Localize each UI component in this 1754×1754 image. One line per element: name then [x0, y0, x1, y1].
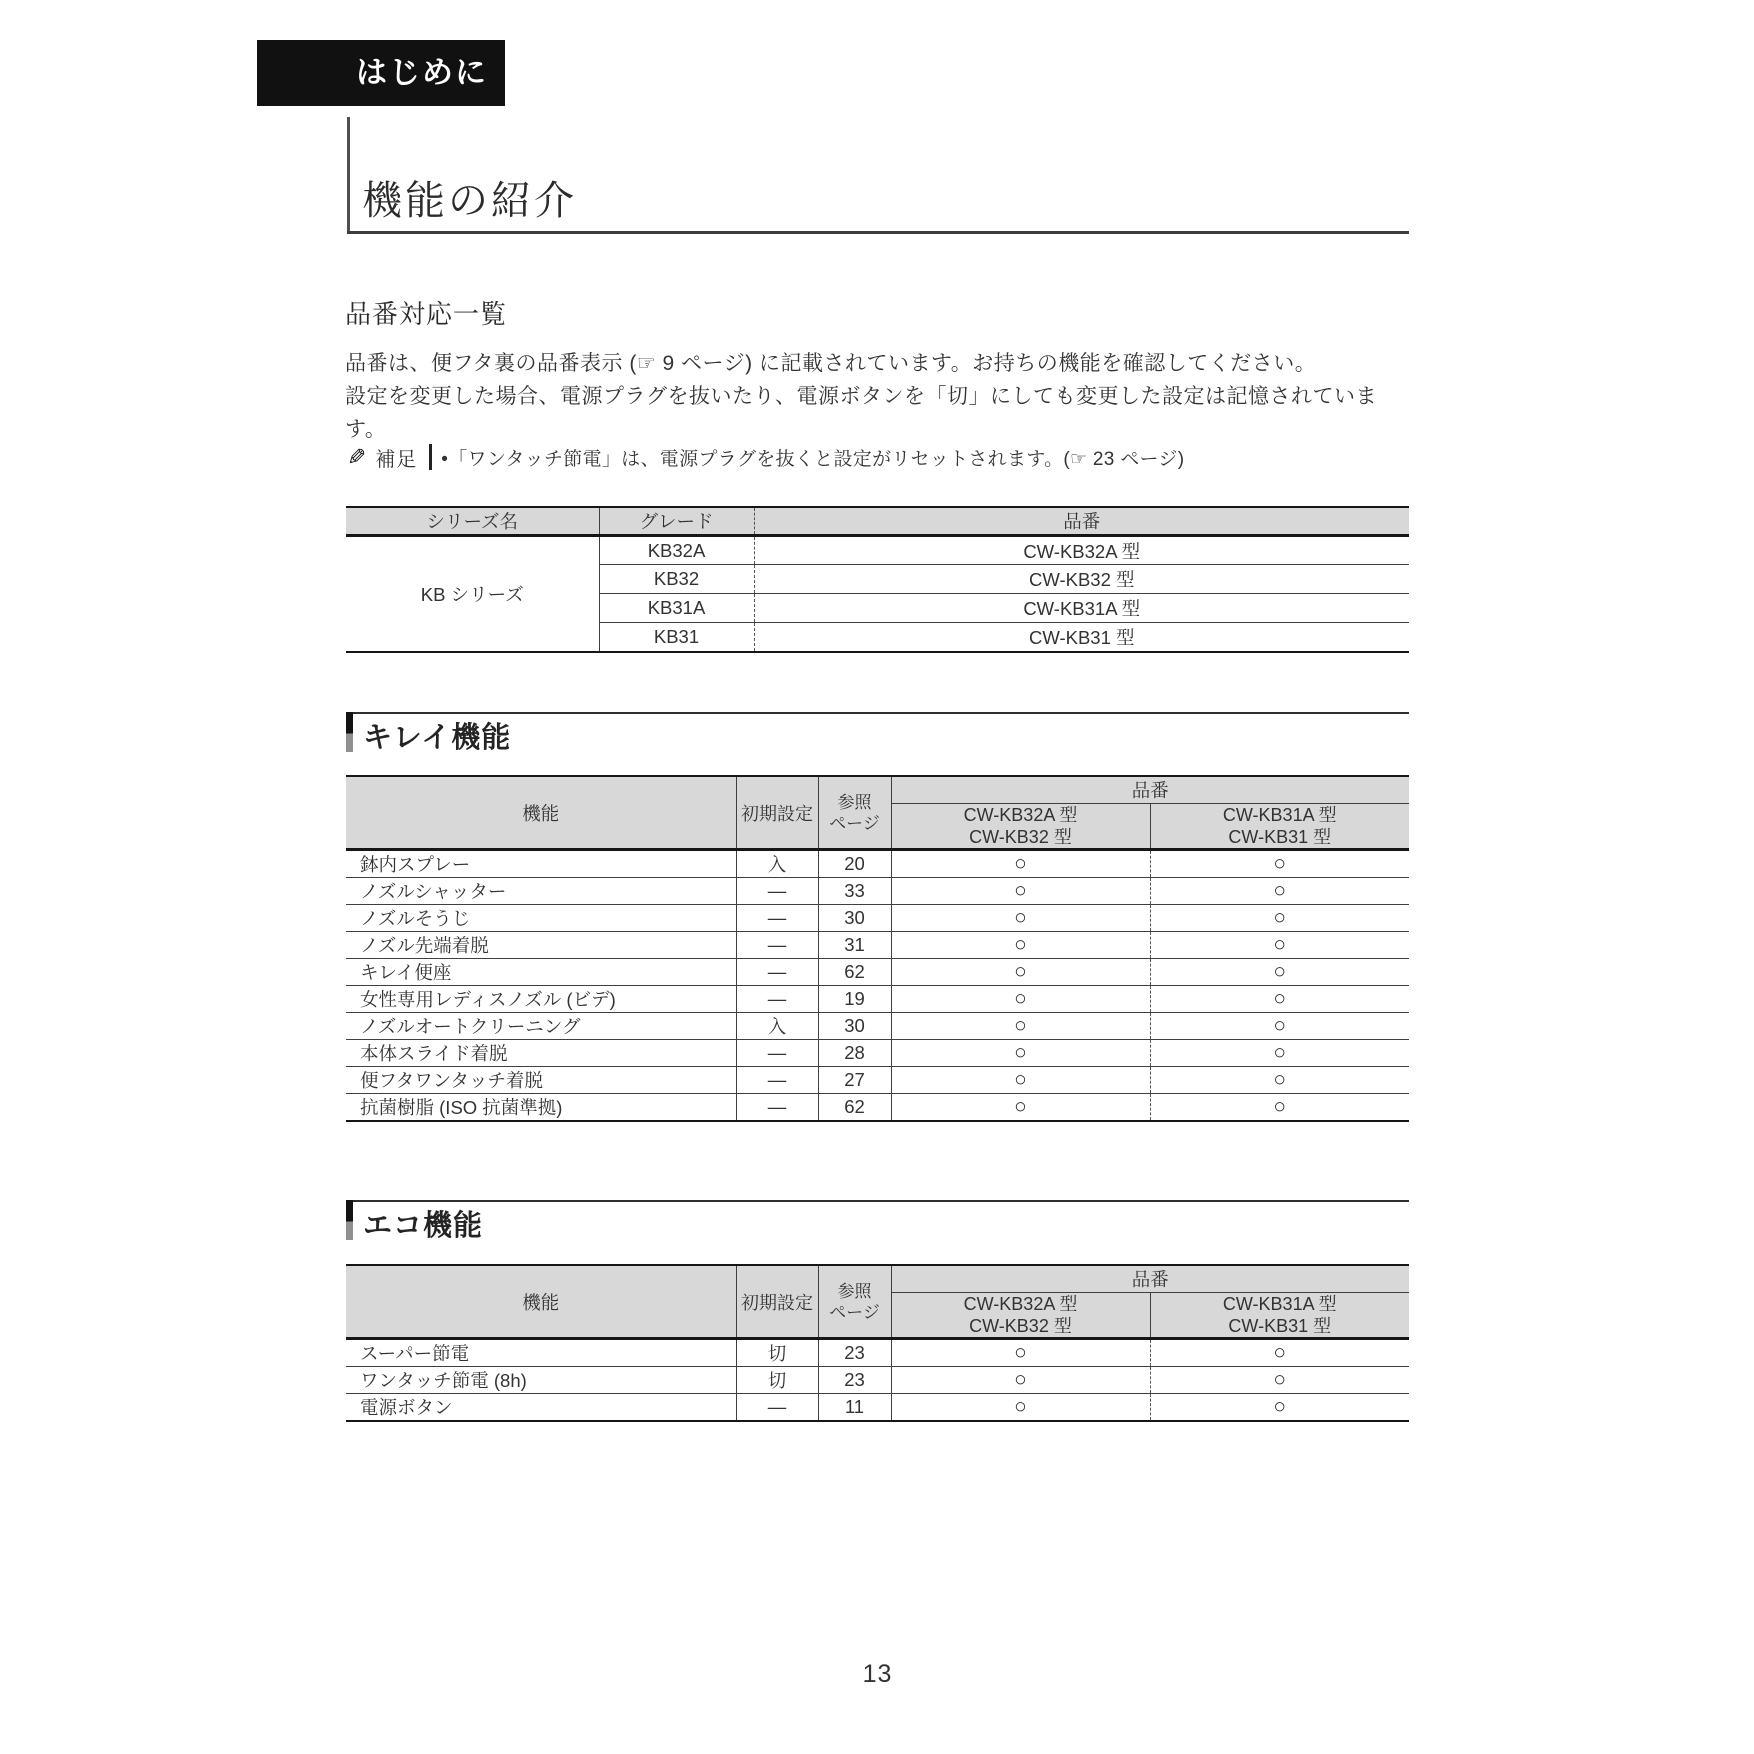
col-header-model-b [1150, 804, 1409, 850]
function-cell: ノズルそうじ [346, 905, 736, 932]
title-left-rule [347, 117, 350, 232]
model-a-support-cell: ○ [891, 1094, 1150, 1122]
supplement-note [347, 442, 1184, 472]
table-row [346, 986, 1409, 1013]
table-row [346, 1067, 1409, 1094]
model-a-support-cell: ○ [891, 850, 1150, 878]
model-b-support-cell: ○ [1273, 1095, 1287, 1118]
intro-line-1: 品番は、便フタ裏の品番表示 (☞ 9 ページ) に記載されています。お持ちの機能を確認してください。 [345, 352, 1317, 375]
col-header-grade: グレード [599, 507, 754, 536]
table-row [346, 959, 1409, 986]
ref-page-cell: 30 [818, 1013, 891, 1040]
model-number-cell: CW-KB31A 型 [754, 594, 1409, 623]
model-a-line1: CW-KB32A 型 [963, 1294, 1078, 1314]
col-header-function: 機能 [346, 776, 736, 850]
table-row [346, 932, 1409, 959]
model-a-support-cell: ○ [891, 1040, 1150, 1067]
function-cell: 鉢内スプレー [346, 850, 736, 878]
col-header-ref-page [818, 1265, 891, 1339]
table-header-row [346, 776, 1409, 804]
model-b-line2: CW-KB31 型 [1228, 827, 1332, 847]
default-setting-cell: 入 [736, 850, 818, 878]
model-number-cell: CW-KB32 型 [754, 565, 1409, 594]
ref-page-cell: 33 [818, 878, 891, 905]
model-b-line1: CW-KB31A 型 [1222, 805, 1337, 825]
function-cell: 便フタワンタッチ着脱 [346, 1067, 736, 1094]
page-title: 機能の紹介 [362, 179, 577, 223]
table-header-row [346, 507, 1409, 536]
function-cell: ワンタッチ節電 (8h) [346, 1367, 736, 1394]
ref-page-cell: 23 [818, 1367, 891, 1394]
section-bar [346, 1200, 353, 1240]
model-a-line2: CW-KB32 型 [969, 827, 1072, 847]
model-a-support-cell: ○ [891, 905, 1150, 932]
section-rule [346, 712, 1409, 714]
model-a-support-cell: ○ [891, 986, 1150, 1013]
model-a-support-cell: ○ [891, 1013, 1150, 1040]
model-b-support-cell: ○ [1150, 1367, 1409, 1394]
model-b-support-cell: ○ [1150, 1339, 1409, 1367]
col-header-function: 機能 [346, 1265, 736, 1339]
ref-page-line1: 参照 [837, 1281, 872, 1301]
default-setting-cell: 切 [736, 1339, 818, 1367]
table-row [346, 536, 1409, 565]
col-header-model-a [891, 1293, 1150, 1339]
ref-page-cell: 20 [818, 850, 891, 878]
model-b-support-cell: ○ [1150, 986, 1409, 1013]
function-cell: ノズルオートクリーニング [346, 1013, 736, 1040]
intro-line-2: 設定を変更した場合、電源プラグを抜いたり、電源ボタンを「切」にしても変更した設定は記憶されています。 [345, 385, 1377, 441]
ref-page-cell: 11 [818, 1394, 891, 1422]
default-setting-cell: ― [736, 1394, 818, 1422]
table-row [346, 1040, 1409, 1067]
table-header-row [346, 1265, 1409, 1293]
model-number-cell: CW-KB31 型 [1028, 626, 1135, 648]
model-b-support-cell: ○ [1273, 1395, 1287, 1418]
model-b-support-cell: ○ [1150, 932, 1409, 959]
pencil-icon: ✎ [347, 443, 367, 470]
ref-page-cell: 31 [818, 932, 891, 959]
ref-page-cell: 30 [818, 905, 891, 932]
section-bar [346, 712, 353, 752]
model-b-support-cell: ○ [1150, 1040, 1409, 1067]
ref-page-line2: ページ [829, 813, 880, 833]
model-b-line2: CW-KB31 型 [1228, 1316, 1332, 1336]
default-setting-cell: ― [736, 932, 818, 959]
model-a-support-cell: ○ [891, 1339, 1150, 1367]
model-b-line1: CW-KB31A 型 [1222, 1294, 1337, 1314]
default-setting-cell: ― [736, 1040, 818, 1067]
default-setting-cell: ― [736, 905, 818, 932]
model-b-support-cell: ○ [1150, 1067, 1409, 1094]
function-cell: キレイ便座 [346, 959, 736, 986]
col-header-model-number: 品番 [754, 507, 1409, 536]
table-row [346, 1367, 1409, 1394]
section-rule [346, 1200, 1409, 1202]
function-cell: 本体スライド着脱 [346, 1040, 736, 1067]
model-a-support-cell: ○ [891, 1367, 1150, 1394]
ref-page-cell: 27 [818, 1067, 891, 1094]
table-row [346, 878, 1409, 905]
model-a-support-cell: ○ [891, 932, 1150, 959]
series-model-table [346, 506, 1409, 653]
note-divider [429, 444, 432, 470]
table-row [346, 1394, 1409, 1422]
default-setting-cell: ― [736, 1094, 818, 1122]
kirei-feature-table [346, 775, 1409, 1122]
function-cell: 抗菌樹脂 (ISO 抗菌準拠) [346, 1094, 736, 1122]
model-a-support-cell: ○ [891, 878, 1150, 905]
grade-cell: KB32A [599, 536, 754, 565]
ref-page-cell: 19 [818, 986, 891, 1013]
function-cell: 電源ボタン [346, 1394, 736, 1422]
ref-page-cell: 23 [818, 1339, 891, 1367]
supplement-label: 補足 [375, 448, 418, 471]
function-cell: ノズル先端着脱 [346, 932, 736, 959]
eco-feature-table [346, 1264, 1409, 1422]
model-b-support-cell: ○ [1150, 905, 1409, 932]
grade-cell: KB31A [599, 594, 754, 623]
chapter-tab [257, 40, 505, 106]
supplement-text: •「ワンタッチ節電」は、電源プラグを抜くと設定がリセットされます。(☞ 23 ページ) [441, 448, 1185, 470]
col-header-model-b [1150, 1293, 1409, 1339]
col-header-series-name: シリーズ名 [346, 507, 599, 536]
default-setting-cell: ― [736, 1067, 818, 1094]
model-a-line1: CW-KB32A 型 [963, 805, 1078, 825]
col-header-model-group: 品番 [891, 1265, 1409, 1293]
section-heading-eco: エコ機能 [363, 1210, 484, 1242]
chapter-tab-label: はじめに [356, 55, 488, 90]
ref-page-cell: 62 [818, 959, 891, 986]
grade-cell: KB31 [599, 623, 754, 652]
section-heading-part-number-list: 品番対応一覧 [345, 299, 508, 329]
series-name-cell: KB シリーズ [346, 536, 599, 652]
table-row [346, 850, 1409, 878]
section-heading-kirei: キレイ機能 [363, 722, 512, 754]
grade-cell: KB32 [599, 565, 754, 594]
ref-page-cell: 28 [818, 1040, 891, 1067]
table-row [346, 1094, 1409, 1122]
table-row [346, 905, 1409, 932]
model-b-support-cell: ○ [1150, 878, 1409, 905]
table-row [346, 1339, 1409, 1367]
model-a-support-cell: ○ [891, 1067, 1150, 1094]
title-underline-rule [347, 231, 1409, 234]
model-a-support-cell: ○ [891, 1394, 1150, 1422]
default-setting-cell: ― [736, 986, 818, 1013]
default-setting-cell: 入 [736, 1013, 818, 1040]
default-setting-cell: 切 [736, 1367, 818, 1394]
function-cell: ノズルシャッター [346, 878, 736, 905]
col-header-model-group: 品番 [891, 776, 1409, 804]
ref-page-line1: 参照 [837, 792, 872, 812]
intro-paragraph [345, 347, 1415, 446]
model-b-support-cell: ○ [1150, 959, 1409, 986]
col-header-default-setting: 初期設定 [736, 776, 818, 850]
model-a-support-cell: ○ [891, 959, 1150, 986]
model-number-cell: CW-KB32A 型 [754, 536, 1409, 565]
ref-page-line2: ページ [829, 1302, 880, 1322]
table-row [346, 1013, 1409, 1040]
col-header-model-a [891, 804, 1150, 850]
model-b-support-cell: ○ [1150, 1013, 1409, 1040]
default-setting-cell: ― [736, 878, 818, 905]
model-b-support-cell: ○ [1150, 850, 1409, 878]
col-header-default-setting: 初期設定 [736, 1265, 818, 1339]
page-number: 13 [862, 1660, 893, 1688]
col-header-ref-page [818, 776, 891, 850]
default-setting-cell: ― [736, 959, 818, 986]
ref-page-cell: 62 [818, 1094, 891, 1122]
function-cell: 女性専用レディスノズル (ビデ) [346, 986, 736, 1013]
function-cell: スーパー節電 [346, 1339, 736, 1367]
model-a-line2: CW-KB32 型 [969, 1316, 1072, 1336]
